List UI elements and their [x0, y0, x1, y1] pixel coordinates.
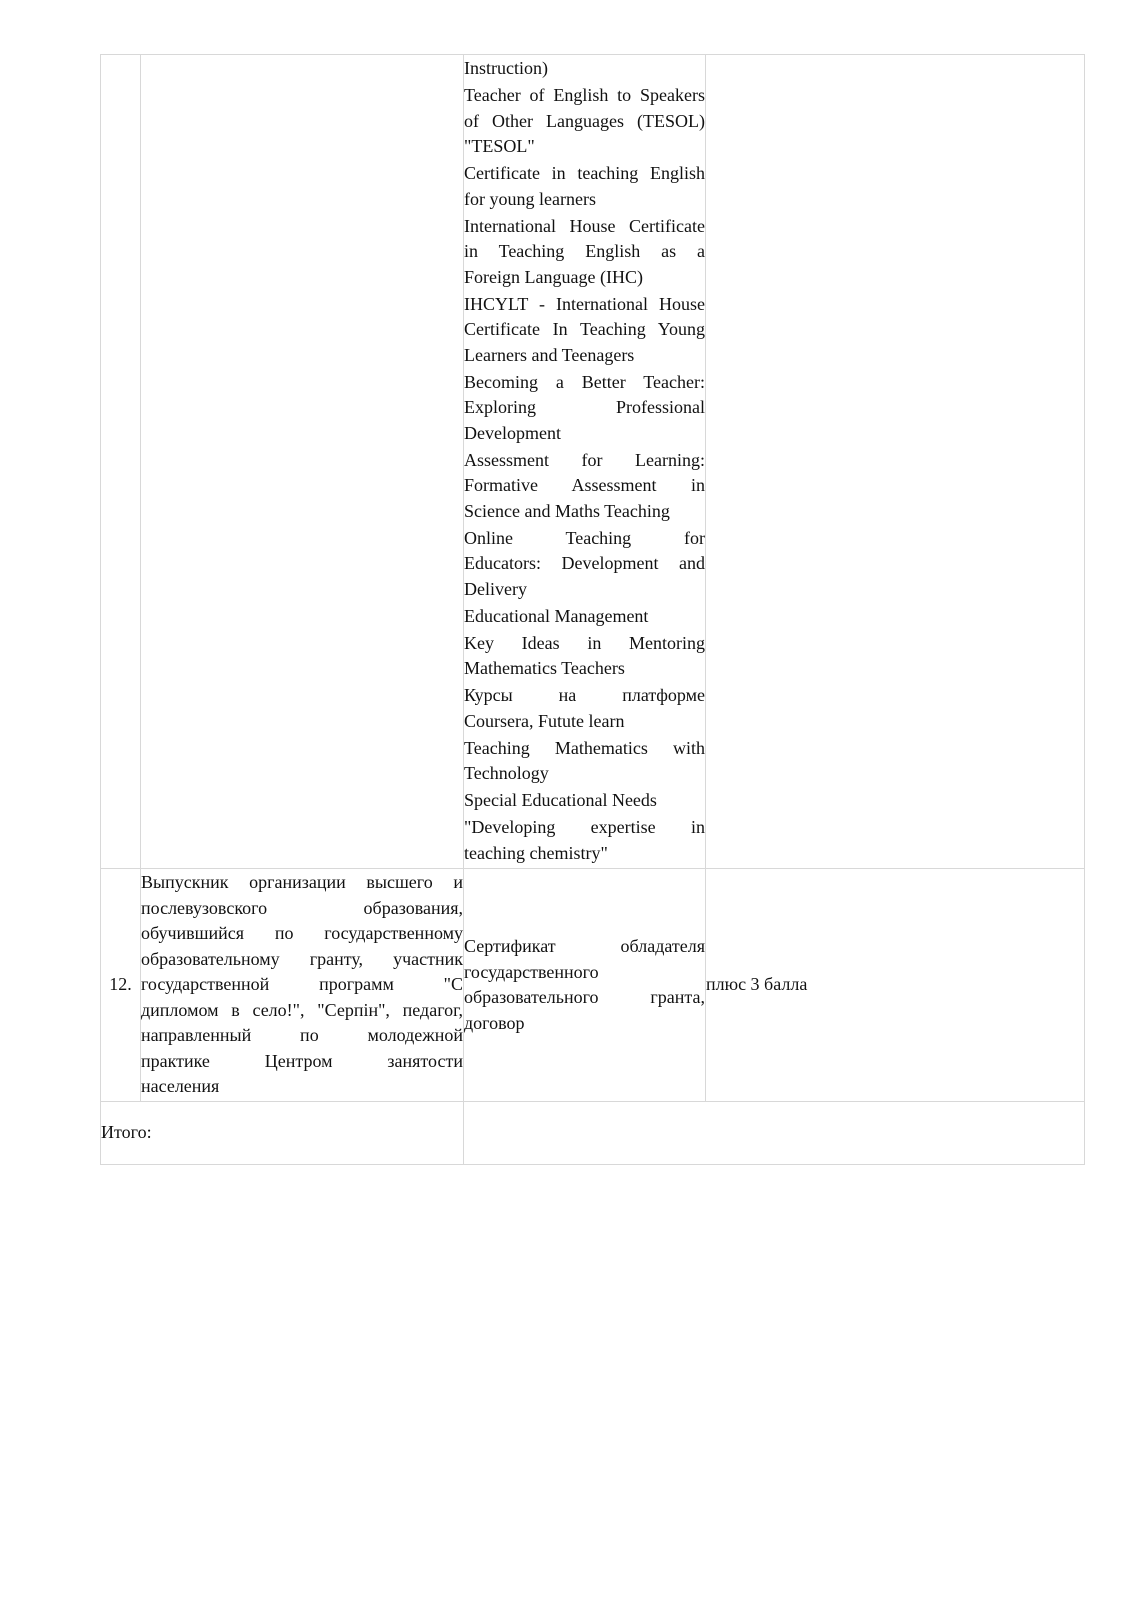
table-row-12	[101, 869, 1085, 1102]
description-line: дипломом в село!", "Серпін", педагог,	[141, 999, 463, 1020]
certificate-item	[464, 161, 705, 212]
description-line: населения	[141, 1076, 220, 1097]
certificate-line: Teacher of English to Speakers	[464, 85, 705, 105]
document-text	[464, 934, 705, 1036]
table-row-total	[101, 1102, 1085, 1165]
description-line: послевузовского образования,	[141, 897, 463, 918]
certificate-line: "Developing expertise in	[464, 817, 705, 837]
score-value: плюс 3 балла	[706, 869, 1085, 1102]
certificate-line: Mathematics Teachers	[464, 658, 625, 678]
certificate-item	[464, 683, 705, 734]
certificate-item	[464, 631, 705, 682]
description-cell	[141, 869, 464, 1102]
certificate-line: Курсы на платформе	[464, 685, 705, 705]
certificate-line: Educational Management	[464, 605, 649, 626]
document-line: образовательного гранта,	[464, 987, 705, 1007]
row-number: 12.	[101, 869, 141, 1102]
certificate-line: Learners and Teenagers	[464, 344, 635, 365]
certificate-line: Instruction)	[464, 58, 548, 78]
certificate-item	[464, 788, 705, 814]
certificate-line: Formative Assessment in	[464, 475, 705, 495]
certificate-item	[464, 815, 705, 866]
certificate-line: "TESOL"	[464, 136, 535, 156]
description-line: направленный по молодежной	[141, 1025, 463, 1046]
certificate-line: in Teaching English as a	[464, 241, 705, 261]
number-cell	[101, 55, 141, 869]
certificate-item	[464, 56, 705, 82]
document-line: Сертификат обладателя	[464, 936, 705, 956]
certificate-line: Assessment for Learning:	[464, 449, 705, 470]
criteria-table	[100, 54, 1085, 1165]
certificate-line: International House Certificate	[464, 215, 705, 236]
document-line: договор	[464, 1012, 525, 1033]
certificate-item	[464, 604, 705, 630]
description-line: практике Центром занятости	[141, 1050, 463, 1071]
description-cell	[141, 55, 464, 869]
certificate-item	[464, 83, 705, 160]
certificate-line: Foreign Language (IHC)	[464, 266, 643, 287]
certificate-item	[464, 526, 705, 603]
document-line: государственного	[464, 961, 599, 982]
certificate-item	[464, 370, 705, 447]
certificate-line: Special Educational Needs	[464, 790, 657, 810]
certificate-line: Key Ideas in Mentoring	[464, 632, 705, 653]
total-value-cell	[464, 1102, 1085, 1165]
certificate-line: Exploring Professional	[464, 397, 705, 417]
certificate-line: Coursera, Futute learn	[464, 710, 625, 731]
table-row-continuation	[101, 55, 1085, 869]
certificate-item	[464, 214, 705, 291]
certificate-line: teaching chemistry"	[464, 842, 608, 863]
certificate-item	[464, 448, 705, 525]
description-line: образовательному гранту, участник	[141, 948, 463, 969]
certificate-line: for young learners	[464, 188, 596, 209]
certificate-list	[464, 56, 705, 866]
certificate-item	[464, 736, 705, 787]
certificate-line: Certificate In Teaching Young	[464, 319, 705, 339]
certificate-line: of Other Languages (TESOL)	[464, 110, 705, 131]
certificate-line: Teaching Mathematics with	[464, 737, 705, 758]
document-cell	[464, 869, 706, 1102]
certificate-line: Science and Maths Teaching	[464, 500, 670, 521]
total-label: Итого:	[101, 1102, 464, 1165]
score-cell	[706, 55, 1085, 869]
certificate-line: Development	[464, 422, 561, 443]
certificate-line: Certificate in teaching English	[464, 163, 705, 183]
description-line: государственной программ "С	[141, 974, 463, 995]
description-line: обучившийся по государственному	[141, 923, 463, 944]
certificate-list-cell	[464, 55, 706, 869]
certificate-line: IHCYLT - International House	[464, 293, 705, 314]
certificate-line: Online Teaching for	[464, 527, 705, 548]
certificate-item	[464, 292, 705, 369]
description-text	[141, 870, 463, 1100]
certificate-line: Technology	[464, 763, 549, 783]
certificate-line: Educators: Development and	[464, 553, 705, 573]
certificate-line: Delivery	[464, 578, 527, 599]
certificate-line: Becoming a Better Teacher:	[464, 371, 705, 392]
description-line: Выпускник организации высшего и	[141, 872, 463, 893]
